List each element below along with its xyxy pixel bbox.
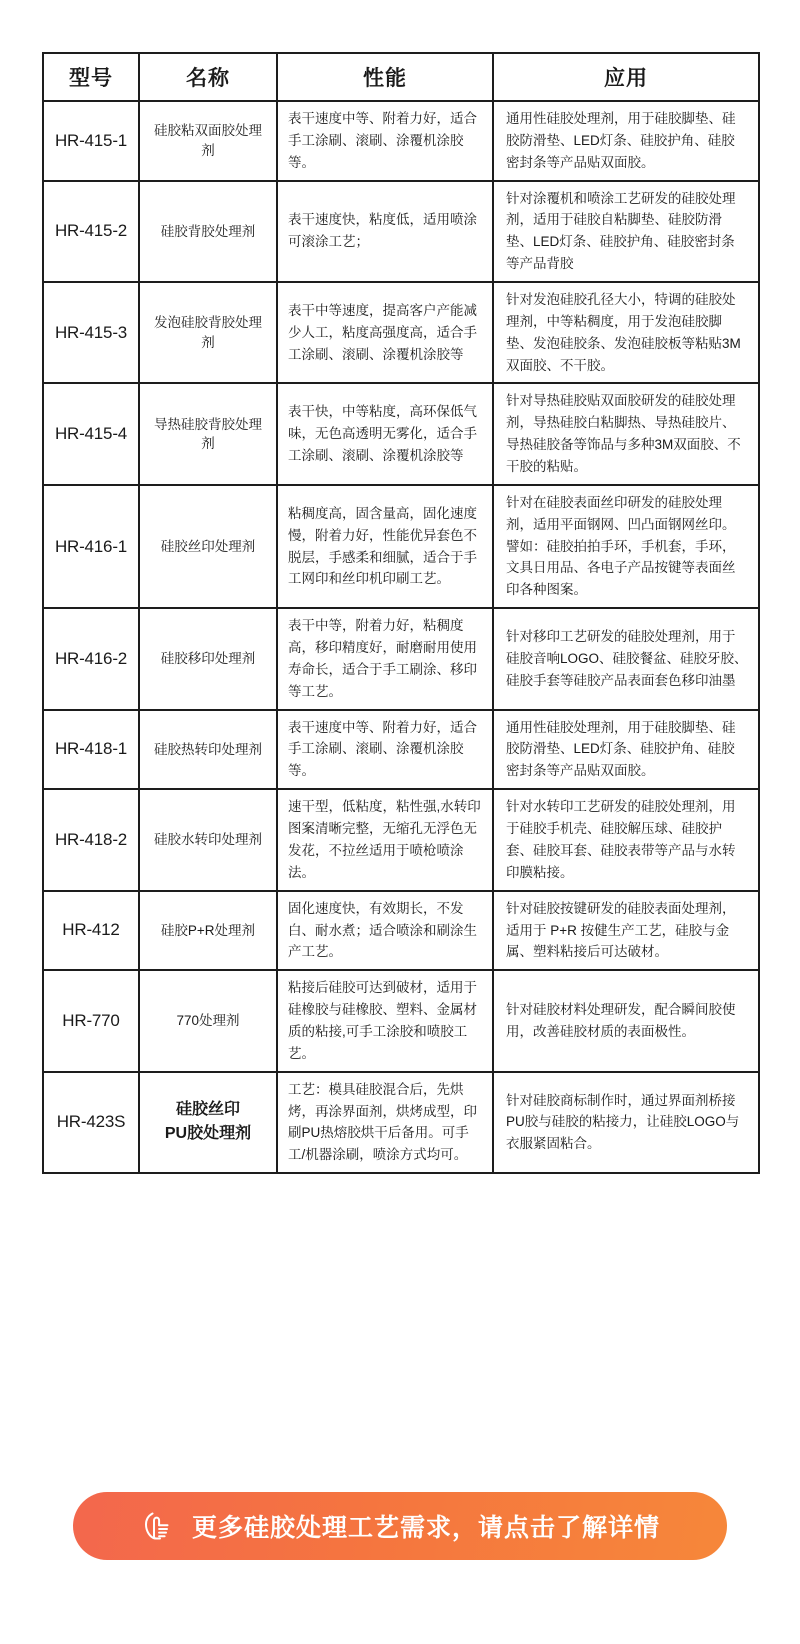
cta-label: 更多硅胶处理工艺需求，请点击了解详情 <box>191 1514 660 1542</box>
table-row <box>43 485 759 608</box>
table-row <box>43 710 759 790</box>
cell-application: 针对导热硅胶贴双面胶研发的硅胶处理剂，导热硅胶白粘脚热、导热硅胶片、导热硅胶备等饰品与多种3M双面胶、不干胶的粘贴。 <box>493 383 759 484</box>
cell-model: HR-415-4 <box>43 383 139 484</box>
cell-application: 针对硅胶商标制作时，通过界面剂桥接PU胶与硅胶的粘接力，让硅胶LOGO与衣服紧固粘合。 <box>493 1072 759 1173</box>
cell-performance: 工艺：模具硅胶混合后，先烘烤，再涂界面剂，烘烤成型，印刷PU热熔胶烘干后备用。可手工/机器涂刷，喷涂方式均可。 <box>277 1072 493 1173</box>
table-header <box>43 53 759 101</box>
cell-model: HR-415-2 <box>43 181 139 282</box>
cell-model: HR-770 <box>43 970 139 1071</box>
cell-name: 发泡硅胶背胶处理剂 <box>139 282 277 383</box>
cell-performance: 表干速度中等、附着力好，适合手工涂刷、滚刷、涂覆机涂胶等。 <box>277 101 493 181</box>
cell-application: 通用性硅胶处理剂，用于硅胶脚垫、硅胶防滑垫、LED灯条、硅胶护角、硅胶密封条等产品贴双面胶。 <box>493 710 759 790</box>
cell-performance: 表干速度快，粘度低，适用喷涂可滚涂工艺； <box>277 181 493 282</box>
cell-application: 针对在硅胶表面丝印研发的硅胶处理剂，适用平面钢网、凹凸面钢网丝印。譬如：硅胶拍拍手环，手机套，手环，文具日用品、各电子产品按键等表面丝印各种图案。 <box>493 485 759 608</box>
cell-name: 硅胶P+R处理剂 <box>139 891 277 971</box>
cell-application: 通用性硅胶处理剂，用于硅胶脚垫、硅胶防滑垫、LED灯条、硅胶护角、硅胶密封条等产品贴双面胶。 <box>493 101 759 181</box>
cell-name: 硅胶背胶处理剂 <box>139 181 277 282</box>
cell-model: HR-418-1 <box>43 710 139 790</box>
cell-performance: 粘稠度高，固含量高，固化速度慢，附着力好，性能优异套色不脱层，手感柔和细腻，适合于手工网印和丝印机印刷工艺。 <box>277 485 493 608</box>
cell-name: 硅胶移印处理剂 <box>139 608 277 709</box>
table-row <box>43 1072 759 1173</box>
cell-model: HR-423S <box>43 1072 139 1173</box>
cell-application: 针对水转印工艺研发的硅胶处理剂，用于硅胶手机壳、硅胶解压球、硅胶护套、硅胶耳套、硅胶表带等产品与水转印膜粘接。 <box>493 789 759 890</box>
column-header-name: 名称 <box>139 53 277 101</box>
cell-performance: 粘接后硅胶可达到破材，适用于硅橡胶与硅橡胶、塑料、金属材质的粘接,可手工涂胶和喷胶工艺。 <box>277 970 493 1071</box>
cell-application: 针对涂覆机和喷涂工艺研发的硅胶处理剂，适用于硅胶自粘脚垫、硅胶防滑垫、LED灯条、硅胶护角、硅胶密封条等产品背胶 <box>493 181 759 282</box>
column-header-model: 型号 <box>43 53 139 101</box>
cell-performance: 表干中等速度，提高客户产能减少人工，粘度高强度高，适合手工涂刷、滚刷、涂覆机涂胶等 <box>277 282 493 383</box>
cell-name: 导热硅胶背胶处理剂 <box>139 383 277 484</box>
table-header-row <box>43 53 759 101</box>
cell-name: 硅胶热转印处理剂 <box>139 710 277 790</box>
cell-application: 针对硅胶材料处理研发，配合瞬间胶使用，改善硅胶材质的表面极性。 <box>493 970 759 1071</box>
table-body <box>43 101 759 1173</box>
column-header-performance: 性能 <box>277 53 493 101</box>
cell-model: HR-416-1 <box>43 485 139 608</box>
cell-name: 硅胶粘双面胶处理剂 <box>139 101 277 181</box>
cell-performance: 速干型，低粘度，粘性强,水转印图案清晰完整，无缩孔无浮色无发花，不拉丝适用于喷枪喷涂法。 <box>277 789 493 890</box>
column-header-application: 应用 <box>493 53 759 101</box>
cell-performance: 表干中等，附着力好，粘稠度高，移印精度好，耐磨耐用使用寿命长，适合于手工刷涂、移印等工艺。 <box>277 608 493 709</box>
cell-name: 硅胶水转印处理剂 <box>139 789 277 890</box>
cell-model: HR-415-3 <box>43 282 139 383</box>
cell-application: 针对移印工艺研发的硅胶处理剂，用于硅胶音响LOGO、硅胶餐盆、硅胶牙胶、硅胶手套等硅胶产品表面套色移印油墨 <box>493 608 759 709</box>
table-row <box>43 282 759 383</box>
table-row <box>43 970 759 1071</box>
table-row <box>43 789 759 890</box>
table-row <box>43 181 759 282</box>
cell-performance: 表干速度中等、附着力好，适合手工涂刷、滚刷、涂覆机涂胶等。 <box>277 710 493 790</box>
cell-performance: 固化速度快，有效期长，不发白、耐水煮；适合喷涂和刷涂生产工艺。 <box>277 891 493 971</box>
table-row <box>43 383 759 484</box>
cell-performance: 表干快，中等粘度，高环保低气味，无色高透明无雾化，适合手工涂刷、滚刷、涂覆机涂胶等 <box>277 383 493 484</box>
pointing-hand-icon <box>140 1509 174 1543</box>
cell-application: 针对硅胶按键研发的硅胶表面处理剂，适用于 P+R 按健生产工艺，硅胶与金属、塑料粘接后可达破材。 <box>493 891 759 971</box>
cell-name: 硅胶丝印 PU胶处理剂 <box>139 1072 277 1173</box>
cell-application: 针对发泡硅胶孔径大小，特调的硅胶处理剂，中等粘稠度，用于发泡硅胶脚垫、发泡硅胶条、发泡硅胶板等粘贴3M 双面胶、不干胶。 <box>493 282 759 383</box>
cell-name: 硅胶丝印处理剂 <box>139 485 277 608</box>
table-row <box>43 891 759 971</box>
more-details-button[interactable] <box>73 1492 727 1560</box>
cta-section <box>0 1492 800 1560</box>
cell-model: HR-415-1 <box>43 101 139 181</box>
table-row <box>43 101 759 181</box>
table-row <box>43 608 759 709</box>
cell-model: HR-418-2 <box>43 789 139 890</box>
cell-model: HR-412 <box>43 891 139 971</box>
cell-model: HR-416-2 <box>43 608 139 709</box>
product-spec-table <box>42 52 760 1174</box>
cell-name: 770处理剂 <box>139 970 277 1071</box>
